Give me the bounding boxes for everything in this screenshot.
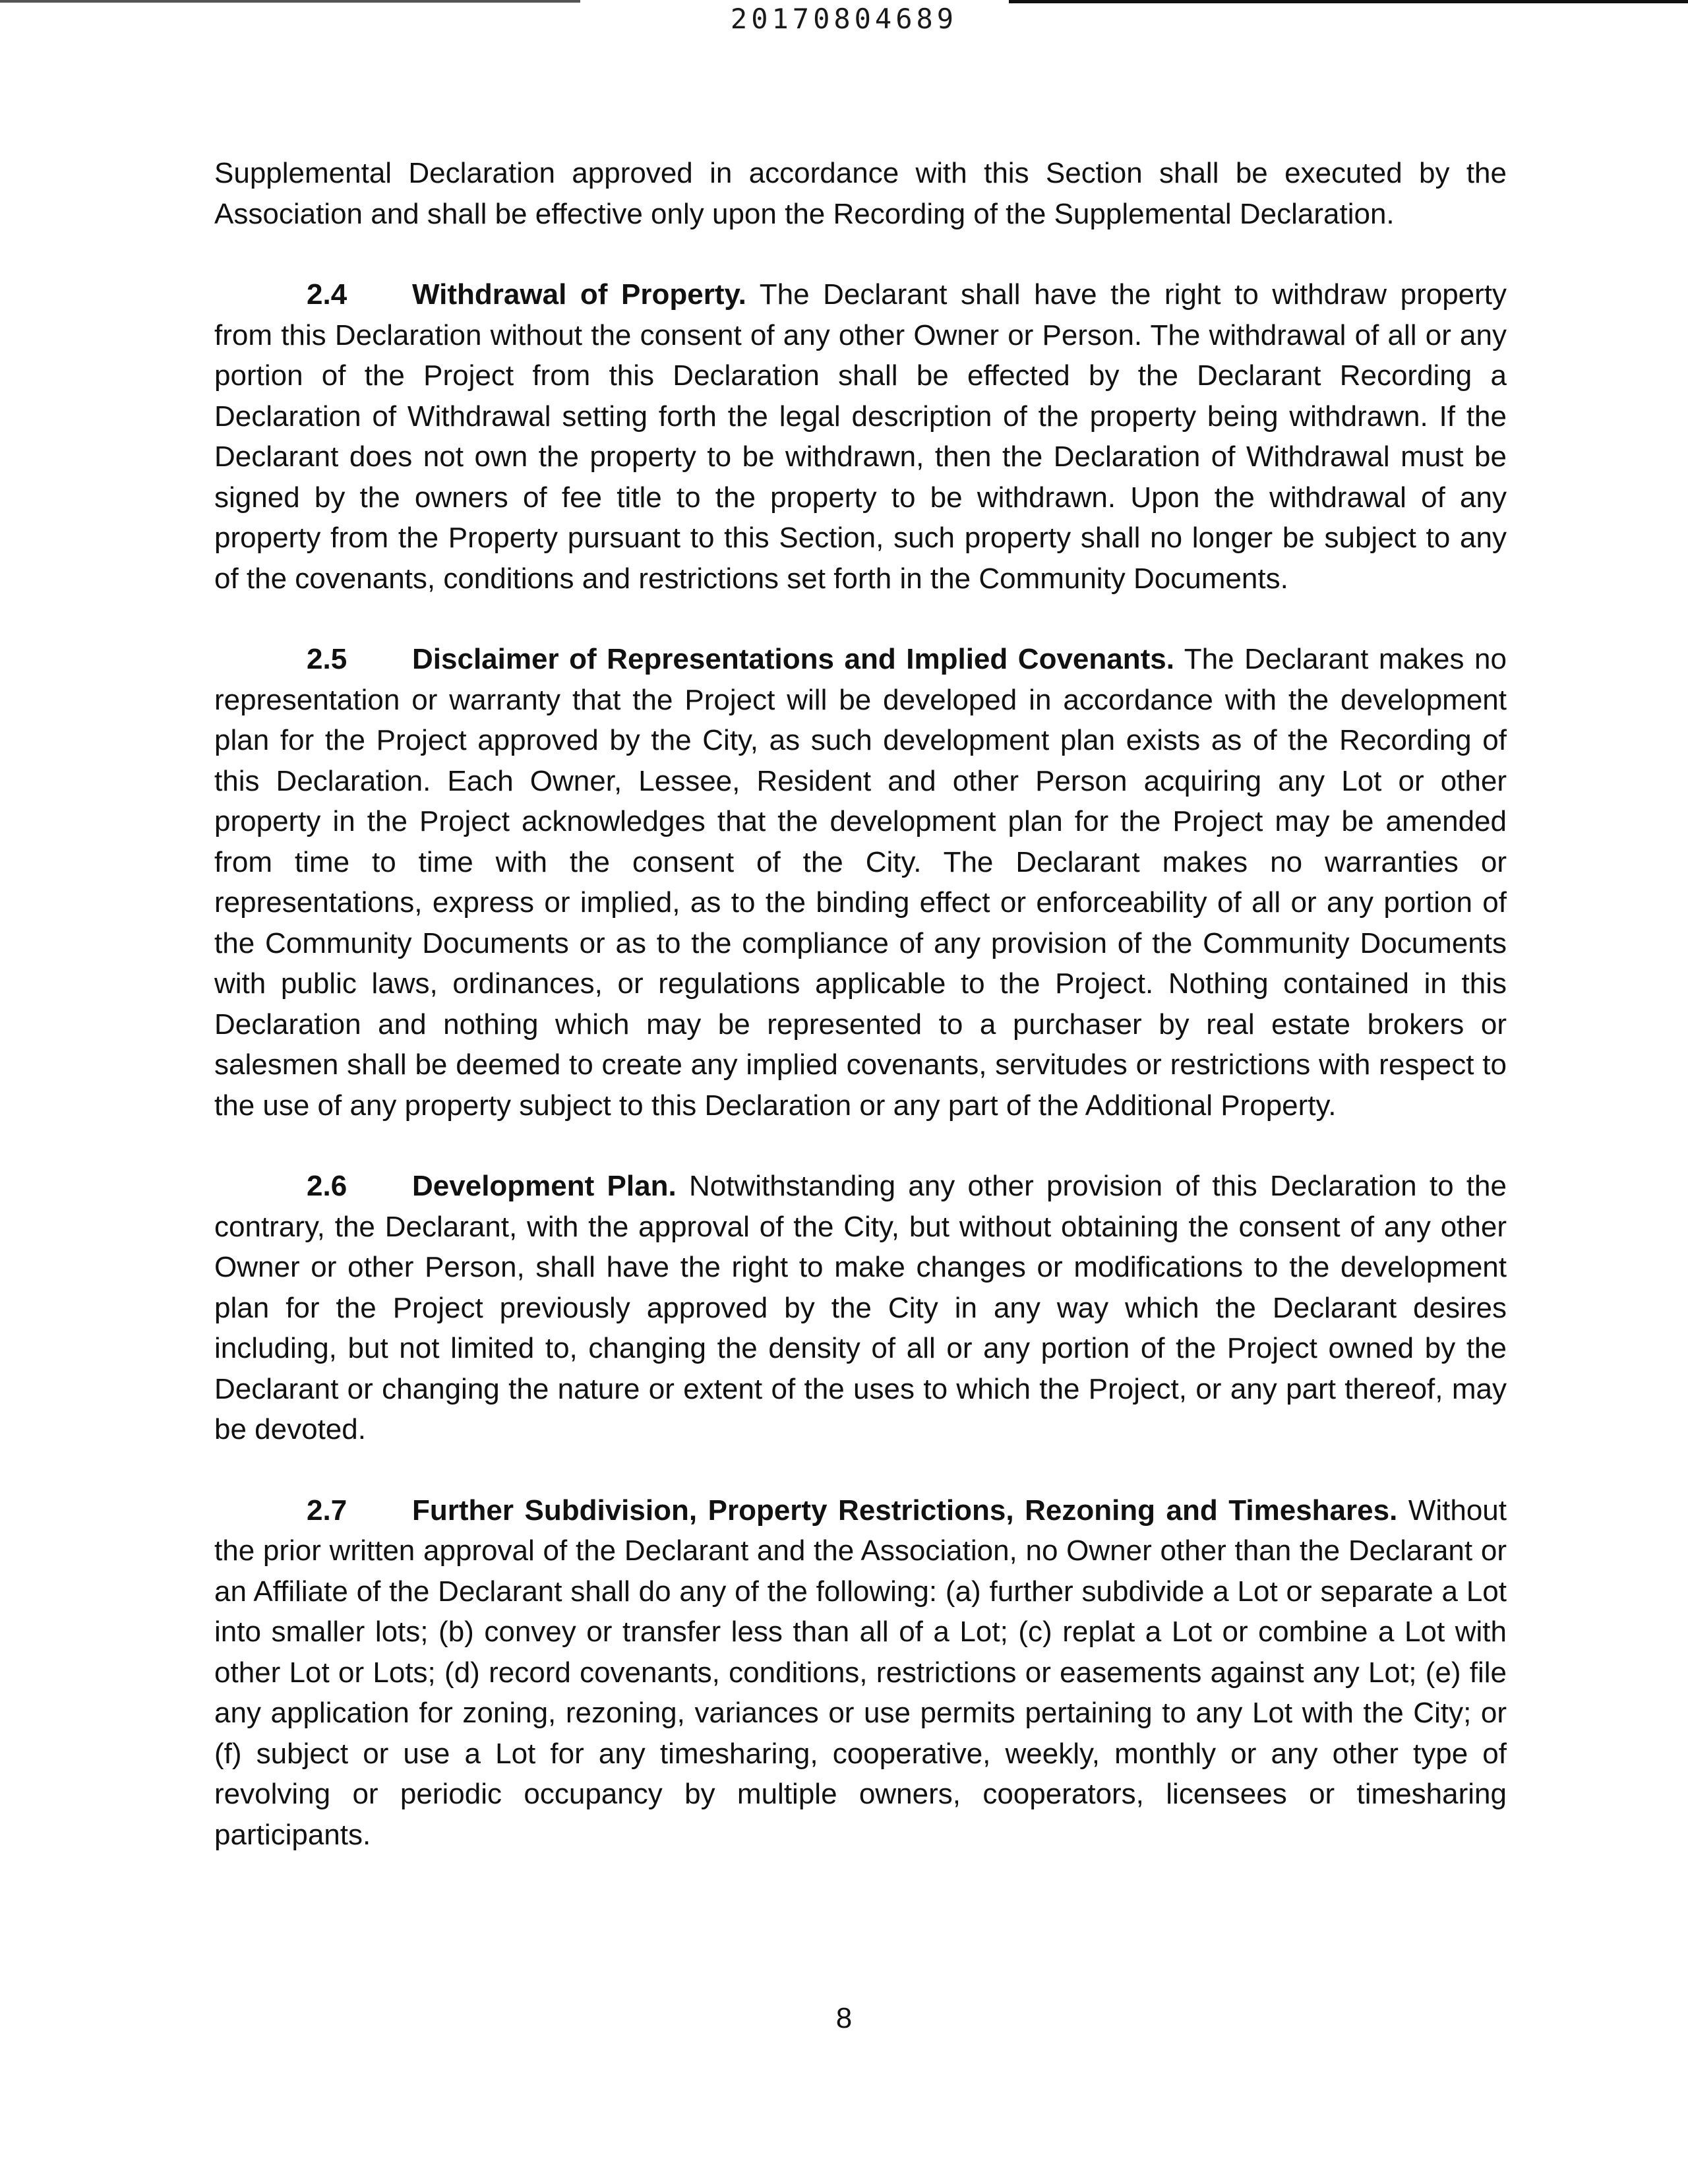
section-2-5-text: The Declarant makes no representation or warranty that the Project will be developed in accordance with the development plan for the Project approved by the City, as such development plan exists as of the Recording of this Declaration. Each Owner, Lessee, Resident and other Person acquiring any Lot or other property in the Project acknowledges that the development plan for the Project may be amended from time to time with the consent of the City. The Declarant makes no warranties or representations, express or implied, as to the binding effect or enforceability of all or any portion of the Community Documents or as to the compliance of any provision of the Community Documents with public laws, ordinances, or regulations applicable to the Project. Nothing contained in this Declaration and nothing which may be represented to a purchaser by real estate brokers or salesmen shall be deemed to create any implied covenants, servitudes or restrictions with respect to the use of any property subject to this Declaration or any part of the Additional Property. <box>214 643 1507 1122</box>
section-2-4 <box>214 274 1507 599</box>
document-number: 20170804689 <box>730 3 958 35</box>
section-2-7-title: Further Subdivision, Property Restrictions, Rezoning and Timeshares. <box>412 1494 1398 1527</box>
section-2-5 <box>214 639 1507 1126</box>
section-2-7-number: 2.7 <box>307 1494 347 1527</box>
section-2-5-title: Disclaimer of Representations and Implied Covenants. <box>412 643 1174 675</box>
section-2-5-number: 2.5 <box>307 643 347 675</box>
page-number: 8 <box>835 2002 853 2034</box>
section-2-4-title: Withdrawal of Property. <box>412 278 746 311</box>
paragraph-intro <box>214 153 1507 234</box>
document-body <box>214 153 1507 1895</box>
section-2-7 <box>214 1490 1507 1856</box>
section-2-6-text: Notwithstanding any other provision of this Declaration to the contrary, the Declarant, with the approval of the City, but without obtaining the consent of any other Owner or other Person, shall have the right to make changes or modifications to the development plan for the Project previously approved by the City in any way which the Declarant desires including, but not limited to, changing the density of all or any portion of the Project owned by the Declarant or changing the nature or extent of the uses to which the Project, or any part thereof, may be devoted. <box>214 1170 1507 1445</box>
section-2-7-text: Without the prior written approval of the Declarant and the Association, no Owner other than the Declarant or an Affiliate of the Declarant shall do any of the following: (a) further subdivide a Lot or separate a Lot into smaller lots; (b) convey or transfer less than all of a Lot; (c) replat a Lot or combine a Lot with other Lot or Lots; (d) record covenants, conditions, restrictions or easements against any Lot; (e) file any application for zoning, rezoning, variances or use permits pertaining to any Lot with the City; or (f) subject or use a Lot for any timesharing, cooperative, weekly, monthly or any other type of revolving or periodic occupancy by multiple owners, cooperators, licensees or timesharing participants. <box>214 1494 1507 1851</box>
section-2-6-number: 2.6 <box>307 1170 347 1202</box>
section-2-6-title: Development Plan. <box>412 1170 677 1202</box>
section-2-4-number: 2.4 <box>307 278 347 311</box>
section-2-4-text: The Declarant shall have the right to withdraw property from this Declaration without the consent of any other Owner or Person. The withdrawal of all or any portion of the Project from this Declaration shall be effected by the Declarant Recording a Declaration of Withdrawal setting forth the legal description of the property being withdrawn. If the Declarant does not own the property to be withdrawn, then the Declaration of Withdrawal must be signed by the owners of fee title to the property to be withdrawn. Upon the withdrawal of any property from the Property pursuant to this Section, such property shall no longer be subject to any of the covenants, conditions and restrictions set forth in the Community Documents. <box>214 278 1507 595</box>
section-2-6 <box>214 1166 1507 1450</box>
paragraph-intro-text: Supplemental Declaration approved in accordance with this Section shall be executed by the Association and shall be effective only upon the Recording of the Supplemental Declaration. <box>214 157 1507 230</box>
